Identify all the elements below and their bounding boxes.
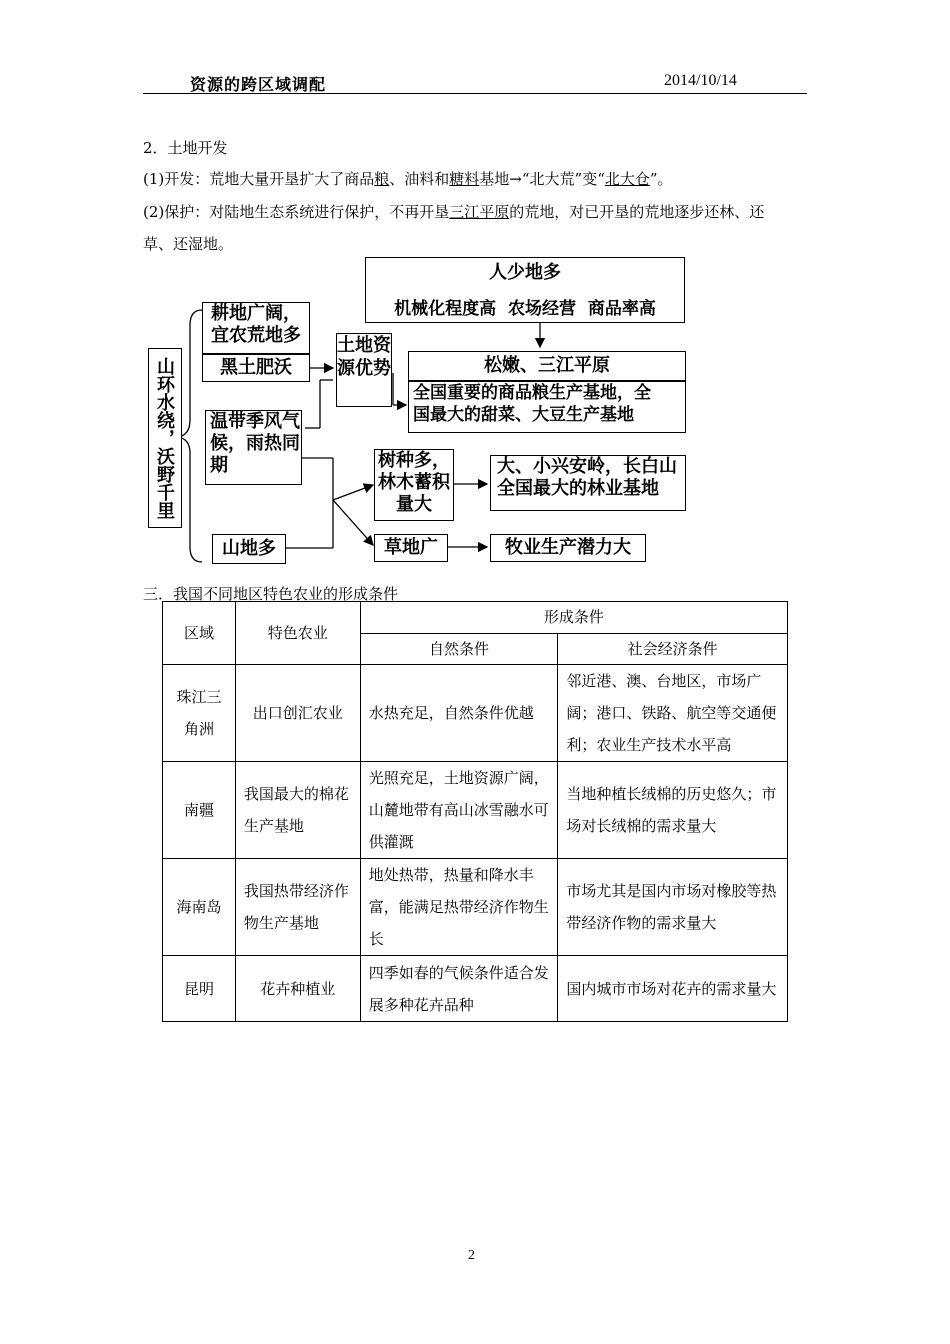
forest-line1: 大、小兴安岭，长白山 [497, 456, 677, 477]
wide-land-box: 耕地广阔，宜农荒地多 [202, 302, 310, 354]
section2-heading: 2．土地开发 [143, 139, 228, 157]
header-region: 区域 [163, 602, 236, 665]
dev-underline-1: 粮 [374, 170, 390, 188]
protection-paragraph-line2: 草、还湿地。 [143, 235, 234, 253]
development-paragraph [143, 169, 673, 189]
section3-heading: 三．我国不同地区特色农业的形成条件 [143, 585, 399, 603]
cell-feature: 花卉种植业 [235, 956, 360, 1022]
pasture-box: 牧业生产潜力大 [490, 534, 646, 562]
table-row [163, 762, 788, 859]
header-date: 2014/10/14 [664, 72, 737, 89]
cell-natural: 四季如春的气候条件适合发展多种花卉品种 [360, 956, 558, 1022]
header-title: 资源的跨区域调配 [190, 75, 327, 94]
cell-social: 当地种植长绒棉的历史悠久；市场对长绒棉的需求量大 [558, 762, 788, 859]
forest-line2: 全国最大的林业基地 [497, 478, 659, 499]
cell-feature: 我国最大的棉花生产基地 [235, 762, 360, 859]
table-row [163, 956, 788, 1022]
dev-underline-2: 糖料 [449, 170, 480, 188]
plain-title-box: 松嫩、三江平原 [408, 351, 686, 381]
dev-text-3: 基地→“北大荒”变“ [479, 170, 605, 188]
protection-paragraph [143, 202, 764, 222]
cell-social: 市场尤其是国内市场对橡胶等热带经济作物的需求量大 [558, 859, 788, 956]
dev-text-4: ”。 [649, 170, 673, 188]
table-row [163, 665, 788, 762]
mountains-box: 山地多 [212, 534, 286, 564]
dev-text-2: 、油料和 [389, 170, 450, 188]
forest-box [490, 455, 686, 511]
dev-text-1: (1)开发：荒地大量开垦扩大了商品 [143, 170, 375, 188]
prot-text-2: 的荒地，对已开垦的荒地逐步还林、还 [509, 203, 765, 221]
black-soil-box: 黑土肥沃 [202, 354, 310, 382]
top-summary-line2: 机械化程度高 农场经营 商品率高 [394, 299, 656, 319]
grass-box: 草地广 [374, 534, 448, 562]
dev-underline-3: 北大仓 [604, 170, 650, 188]
cell-social: 邻近港、澳、台地区，市场广阔；港口、铁路、航空等交通便利；农业生产技术水平高 [558, 665, 788, 762]
cell-social: 国内城市市场对花卉的需求量大 [558, 956, 788, 1022]
cell-natural: 地处热带，热量和降水丰富，能满足热带经济作物生长 [360, 859, 558, 956]
trees-box: 树种多，林木蓄积量大 [374, 449, 454, 521]
top-summary-box [365, 257, 685, 323]
header-social: 社会经济条件 [558, 633, 788, 665]
cell-region: 珠江三角洲 [163, 665, 236, 762]
agriculture-table [162, 601, 788, 1022]
climate-box: 温带季风气候，雨热同期 [205, 410, 302, 485]
prot-underline: 三江平原 [449, 203, 510, 221]
header-feature: 特色农业 [235, 602, 360, 665]
cell-region: 昆明 [163, 956, 236, 1022]
table-header-row [163, 602, 788, 634]
cell-region: 南疆 [163, 762, 236, 859]
root-box: 山环水绕，沃野千里 [148, 348, 182, 528]
header-conditions: 形成条件 [360, 602, 787, 634]
top-summary-line1: 人少地多 [489, 262, 561, 283]
cell-region: 海南岛 [163, 859, 236, 956]
plain-detail-box [408, 381, 686, 433]
page-number: 2 [468, 1248, 475, 1263]
cell-natural: 光照充足，土地资源广阔，山麓地带有高山冰雪融水可供灌溉 [360, 762, 558, 859]
header-natural: 自然条件 [360, 633, 558, 665]
cell-natural: 水热充足，自然条件优越 [360, 665, 558, 762]
concept-diagram [140, 255, 700, 575]
header-divider [143, 93, 807, 94]
plain-detail-line2: 国最大的甜菜、大豆生产基地 [413, 405, 634, 425]
table-row [163, 859, 788, 956]
cell-feature: 出口创汇农业 [235, 665, 360, 762]
prot-text-1: (2)保护：对陆地生态系统进行保护，不再开垦 [143, 203, 450, 221]
cell-feature: 我国热带经济作物生产基地 [235, 859, 360, 956]
land-advantage-box: 土地资源优势 [336, 333, 392, 407]
plain-detail-line1: 全国重要的商品粮生产基地，全 [413, 383, 651, 403]
